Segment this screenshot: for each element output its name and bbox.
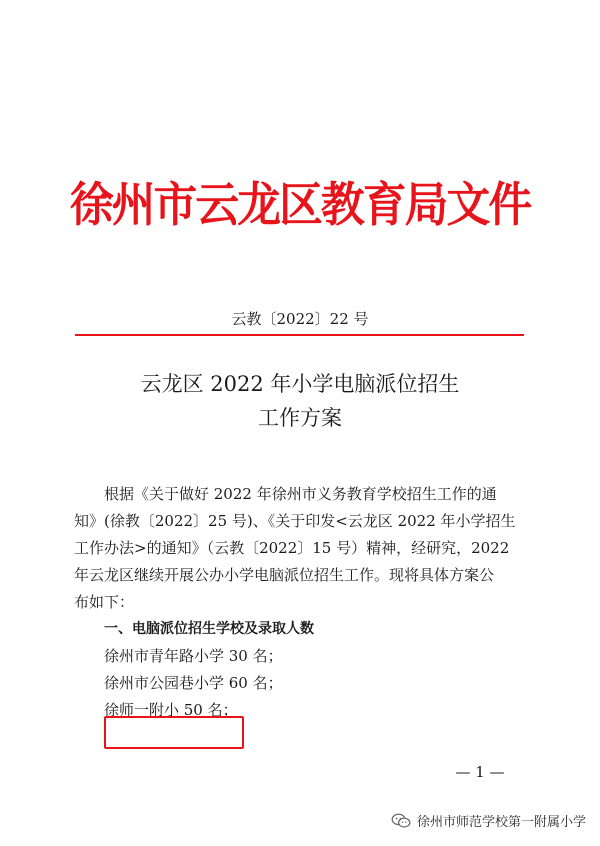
document-body [74,481,524,724]
school-item-highlighted: 徐师一附小 50 名； [104,701,238,719]
title-line-2: 工作方案 [258,406,342,430]
wechat-icon [391,813,411,829]
intro-line: 布如下： [74,593,135,611]
highlight-box [104,716,244,749]
red-divider [75,334,524,336]
watermark [391,811,586,830]
page-number: — 1 — [455,763,505,781]
masthead-title: 徐州市云龙区教育局文件 [69,178,531,233]
section-heading: 一、电脑派位招生学校及录取人数 [104,621,314,637]
document-number: 云教〔2022〕22 号 [231,310,369,328]
intro-line: 根据《关于做好 2022 年徐州市义务教育学校招生工作的通 [104,485,497,503]
watermark-text: 徐州市师范学校第一附属小学 [416,815,586,830]
school-item: 徐州市公园巷小学 60 名； [104,674,283,692]
title-line-1: 云龙区 2022 年小学电脑派位招生 [140,372,460,396]
intro-line: 知》(徐教〔2022〕25 号)、《关于印发<云龙区 2022 年小学招生 [74,512,516,530]
intro-line: 工作办法>的通知》（云教〔2022〕15 号）精神，经研究，2022 [74,539,510,557]
document-title [0,367,600,435]
school-item: 徐州市青年路小学 30 名； [104,647,283,665]
intro-line: 年云龙区继续开展公办小学电脑派位招生工作。现将具体方案公 [74,566,495,584]
